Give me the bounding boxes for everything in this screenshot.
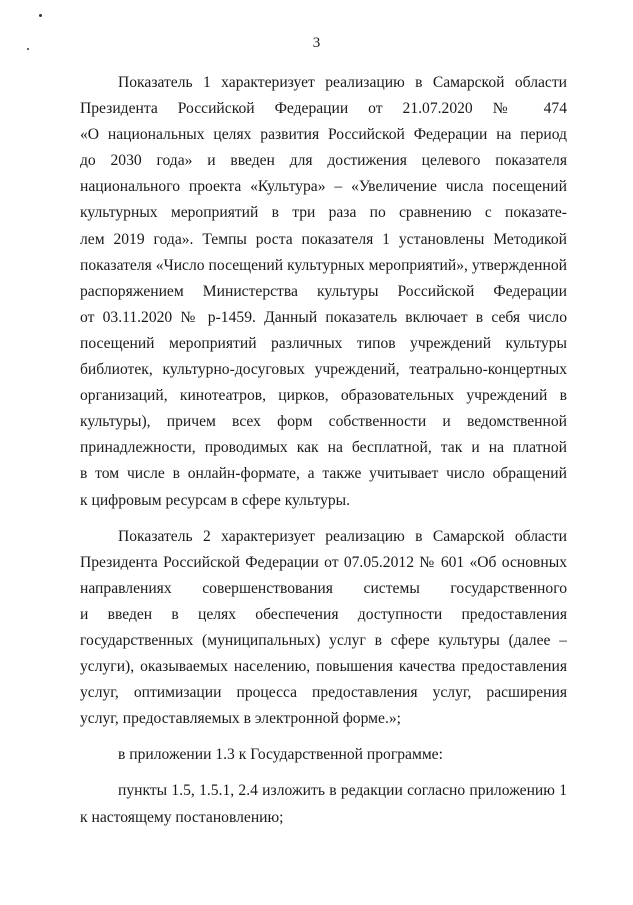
paragraph [80,70,567,514]
paragraph-spacer [80,514,567,524]
text-line: культурных мероприятий в три раза по сравнению с показате- [80,204,567,222]
text-line: направлениях совершенствования системы государственного [80,579,567,597]
text-line: Показатель 2 характеризует реализацию в Самарской области [118,527,567,545]
text-line: услуги), оказываемых населению, повышения качества предоставления [80,658,567,676]
page-number: 3 [312,35,321,51]
paragraph [80,524,567,733]
text-line: государственных (муниципальных) услуг в сфере культуры (далее – [80,631,567,649]
text-line: к цифровым ресурсам в сфере культуры. [80,491,351,509]
text-line: до 2030 года» и введен для достижения целевого показателя [80,152,567,170]
text-line: Президента Российской Федерации от 07.05.2012 № 601 «Об основных [80,553,567,571]
text-line: и введен в целях обеспечения доступности предоставления [80,605,567,623]
text-line: в приложении 1.3 к Государственной программе: [118,746,443,764]
paragraph-spacer [80,732,567,742]
text-line: организаций, кинотеатров, цирков, образовательных учреждений в [80,387,567,405]
scan-speck [39,14,42,17]
text-line: показателя «Число посещений культурных мероприятий», утвержденной [80,256,567,274]
text-line: национального проекта «Культура» – «Увеличение числа посещений [80,178,567,196]
document-body [80,70,567,831]
text-line: культуры), причем всех форм собственности и ведомственной [80,413,567,431]
text-line: лем 2019 года». Темпы роста показателя 1 установлены Методикой [80,230,567,248]
text-line: к настоящему постановлению; [80,808,284,826]
text-line: в том числе в онлайн-формате, а также учитывает число обращений [80,465,567,483]
paragraph [80,778,567,830]
text-line: Показатель 1 характеризует реализацию в Самарской области [118,74,567,91]
text-line: библиотек, культурно-досуговых учреждений, театрально-концертных [80,361,567,379]
text-line: посещений мероприятий различных типов учреждений культуры [80,334,567,352]
text-line: услуг, предоставляемых в электронной форме.»; [80,710,401,728]
paragraph [80,742,567,768]
text-line: Президента Российской Федерации от 21.07.2020 № 474 [80,100,567,118]
text-line: распоряжением Министерства культуры Российской Федерации [80,282,567,300]
text-line: услуг, оптимизации процесса предоставления услуг, расширения [80,684,567,702]
paragraph-spacer [80,768,567,778]
text-line: «О национальных целях развития Российской Федерации на период [80,126,567,144]
text-line: принадлежности, проводимых как на бесплатной, так и на платной [80,439,567,457]
text-line: пункты 1.5, 1.5.1, 2.4 изложить в редакции согласно приложению 1 [118,782,567,800]
text-line: от 03.11.2020 № р-1459. Данный показатель включает в себя число [80,308,567,326]
